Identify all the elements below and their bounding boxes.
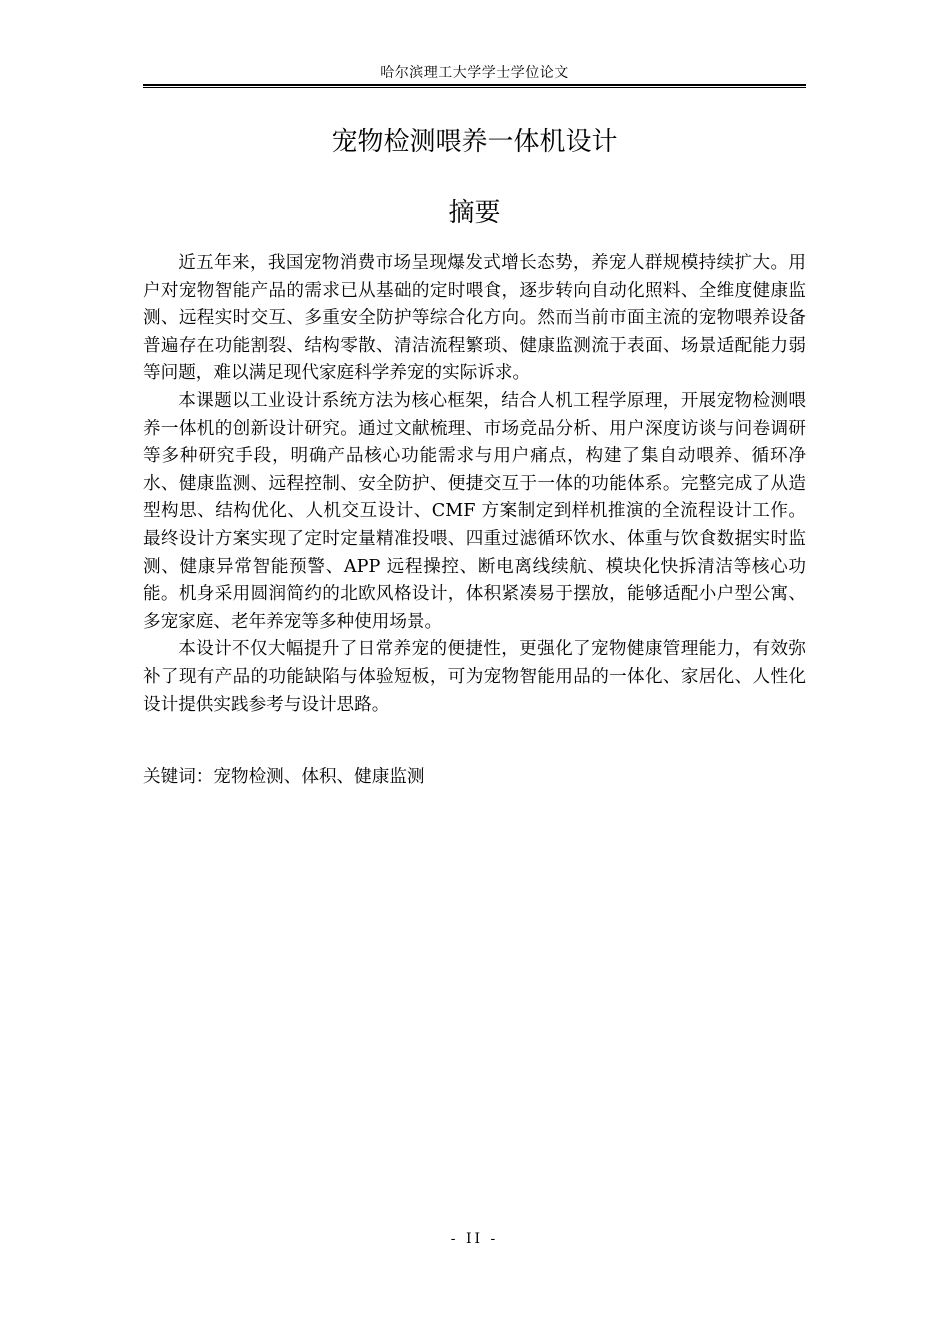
abstract-paragraph-2: 本课题以工业设计系统方法为核心框架，结合人机工程学原理，开展宠物检测喂养一体机的创新设计研究。通过文献梳理、市场竞品分析、用户深度访谈与问卷调研等多种研究手段，明确产品核心功能需求与用户痛点，构建了集自动喂养、循环净水、健康监测、远程控制、安全防护、便捷交互于一体的功能体系。完整完成了从造型构思、结构优化、人机交互设计、CMF 方案制定到样机推演的全流程设计工作。最终设计方案实现了定时定量精准投喂、四重过滤循环饮水、体重与饮食数据实时监测、健康异常智能预警、APP 远程操控、断电离线续航、模块化快拆清洁等核心功能。机身采用圆润简约的北欧风格设计，体积紧凑易于摆放，能够适配小户型公寓、多宠家庭、老年养宠等多种使用场景。 bbox=[143, 390, 806, 632]
abstract-body bbox=[143, 250, 806, 719]
header-rule-thick bbox=[143, 84, 806, 86]
abstract-paragraph-3: 本设计不仅大幅提升了日常养宠的便捷性，更强化了宠物健康管理能力，有效弥补了现有产品的功能缺陷与体验短板，可为宠物智能用品的一体化、家居化、人性化设计提供实践参考与设计思路。 bbox=[143, 639, 806, 715]
running-header: 哈尔滨理工大学学士学位论文 bbox=[380, 65, 569, 81]
abstract-heading: 摘要 bbox=[448, 198, 501, 228]
page-number: - II - bbox=[450, 1231, 499, 1247]
abstract-paragraph-1: 近五年来，我国宠物消费市场呈现爆发式增长态势，养宠人群规模持续扩大。用户对宠物智能产品的需求已从基础的定时喂食，逐步转向自动化照料、全维度健康监测、远程实时交互、多重安全防护等综合化方向。然而当前市面主流的宠物喂养设备普遍存在功能割裂、结构零散、清洁流程繁琐、健康监测流于表面、场景适配能力弱等问题，难以满足现代家庭科学养宠的实际诉求。 bbox=[143, 253, 806, 384]
keywords-value: 宠物检测、体积、健康监测 bbox=[213, 767, 425, 787]
header-rule-thin bbox=[143, 87, 806, 88]
keywords-line bbox=[143, 764, 806, 792]
thesis-title: 宠物检测喂养一体机设计 bbox=[331, 127, 618, 157]
keywords-label: 关键词： bbox=[143, 767, 214, 787]
